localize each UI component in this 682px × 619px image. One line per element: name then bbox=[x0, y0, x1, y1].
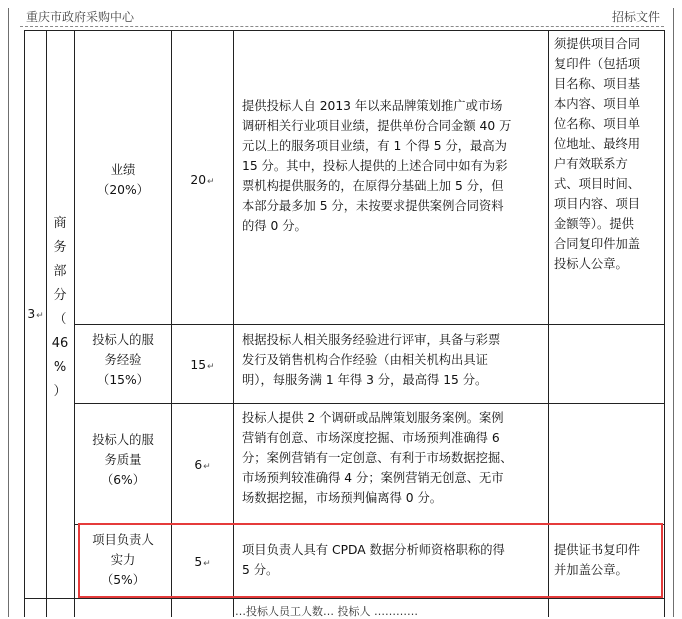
header-organization: 重庆市政府采购中心 bbox=[26, 10, 135, 24]
item-score: 6↵ bbox=[194, 458, 211, 472]
page-border-left bbox=[8, 8, 9, 617]
header-document-type: 招标文件 bbox=[611, 10, 660, 24]
table-row-line bbox=[74, 403, 665, 404]
scoring-criteria: 提供投标人自 2013 年以来品牌策划推广或市场 调研相关行业项目业绩，提供单份合同金额 40 万 元以上的服务项目业绩，有 1 个得 5 分，最高为 15 分。其中，投标人提供的上述合同中如有为彩 票机构提供服务的，在原得分基础上加 5 分，但 本部分最多加 5 分，未按要求提供案例合同资料 的得 0 分。 bbox=[242, 99, 512, 233]
item-score: 5↵ bbox=[194, 555, 211, 569]
item-name: 业绩 （20%） bbox=[97, 163, 149, 197]
item-name: 投标人的服 务质量 （6%） bbox=[92, 433, 154, 487]
table-row-line bbox=[24, 598, 665, 599]
required-documents: 提供证书复印件 并加盖公章。 bbox=[554, 543, 641, 577]
partial-next-row: …投标人员工人数… 投标人 ………… bbox=[235, 605, 418, 618]
item-score: 20↵ bbox=[190, 173, 215, 187]
section-title: 商 务 部 分 （ 46 % ） bbox=[51, 216, 69, 399]
row-number: 3↵ bbox=[27, 307, 44, 321]
page-border-right bbox=[673, 8, 674, 617]
document-header bbox=[20, 8, 664, 27]
scoring-criteria: 项目负责人具有 CPDA 数据分析师资格职称的得 5 分。 bbox=[242, 543, 505, 577]
scoring-criteria: 根据投标人相关服务经验进行评审，具备与彩票 发行及销售机构合作经验（由相关机构出具证 明），每服务满 1 年得 3 分，最高得 15 分。 bbox=[242, 333, 501, 387]
item-name: 投标人的服 务经验 （15%） bbox=[92, 333, 154, 387]
item-score: 15↵ bbox=[190, 358, 215, 372]
table-divider bbox=[46, 30, 47, 617]
scoring-criteria: 投标人提供 2 个调研或品牌策划服务案例。案例 营销有创意、市场深度挖掘、市场预判准确得 6 分；案例营销有一定创意、有利于市场数据挖掘、 市场预判较准确得 4 分；案例营销无创意、无市 场数据挖掘，市场预判偏离得 0 分。 bbox=[242, 411, 513, 505]
item-name: 项目负责人 实力 （5%） bbox=[92, 533, 154, 587]
highlight-box bbox=[78, 523, 663, 598]
table-row-line bbox=[74, 324, 665, 325]
table-row-line bbox=[24, 30, 665, 31]
required-documents: 须提供项目合同 复印件（包括项 目名称、项目基 本内容、项目单 位名称、项目单 位地址、最终用 户有效联系方 式、项目时间、 项目内容、项目 金额等）。提供 合同复印件加盖 投标人公章。 bbox=[554, 37, 641, 271]
